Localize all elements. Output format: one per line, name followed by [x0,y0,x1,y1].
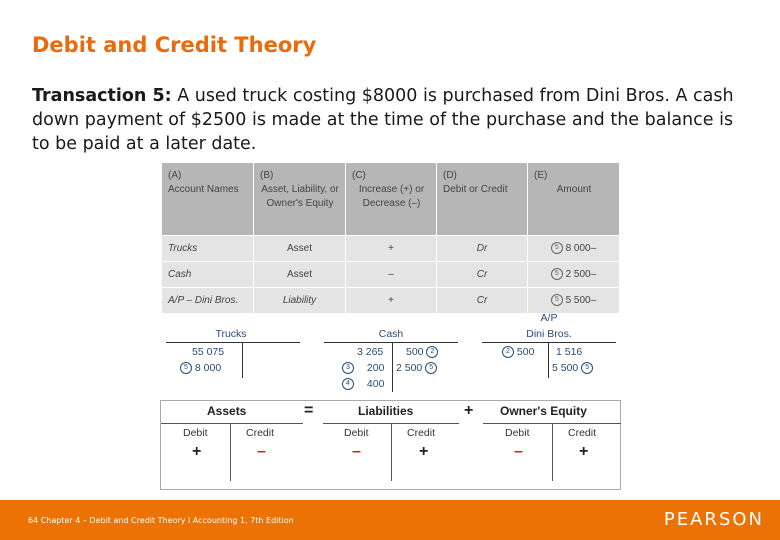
liabilities-credit: Credit [407,427,436,439]
header-c: (C) Increase (+) or Decrease (–) [346,163,437,235]
t-accounts [160,312,622,396]
trucks-debit-1: 55 075 [192,346,225,358]
equity-credit-sign: + [579,443,589,460]
ap-credit-1: 1 516 [556,346,583,358]
cash-debit-1: 3 265 [357,346,384,358]
plus-sign: + [464,402,474,419]
cash-credit-1: 500 2 [406,346,438,358]
equity-debit: Debit [505,427,530,439]
equity-debit-sign: – [514,443,523,460]
accounting-equation [160,400,621,490]
liabilities-debit-sign: – [352,443,361,460]
account-type: Asset [254,236,346,261]
assets-debit: Debit [183,427,208,439]
t-account-cash-divider [392,342,393,392]
header-a: (A) Account Names [162,163,254,235]
equals-sign: = [304,402,314,419]
trucks-debit-2: 5 8 000 [180,362,221,374]
liabilities-divider [391,423,392,481]
liabilities-debit: Debit [344,427,369,439]
account-type: Asset [254,262,346,287]
change-sign: + [346,288,437,313]
t-account-ap-divider [548,342,549,378]
t-account-trucks-title: Trucks [215,328,247,340]
change-sign: + [346,236,437,261]
debit-credit: Cr [437,288,528,313]
assets-rule [161,423,303,424]
cash-debit-3: 4 400 [342,378,384,390]
assets-debit-sign: + [192,443,202,460]
debit-credit: Cr [437,262,528,287]
analysis-table-header [162,163,619,235]
owners-equity-label: Owner's Equity [500,404,587,418]
table-row [162,235,619,261]
assets-credit: Credit [246,427,275,439]
header-e: (E) Amount [534,170,592,195]
slide-title: Debit and Credit Theory [32,33,317,57]
t-account-trucks-rule [166,342,300,343]
account-type: Liability [254,288,346,313]
ap-credit-2: 5 500 5 [552,362,593,374]
t-account-ap-title-1: A/P [540,312,558,324]
pearson-logo: PEARSON [663,509,764,530]
amount: 5 5 500– [528,288,619,313]
header-b: (B) Asset, Liability, or Owner's Equity [254,163,346,235]
footer-text: 64 Chapter 4 – Debit and Credit Theory l Accounting 1, 7th Edition [28,516,294,525]
cash-debit-2: 3 200 [342,362,384,374]
cash-credit-2: 2 500 5 [396,362,437,374]
footer-bar [0,500,780,540]
amount: 5 2 500– [528,262,619,287]
account-name: A/P – Dini Bros. [162,288,254,313]
equity-divider [552,423,553,481]
table-row [162,261,619,287]
t-account-cash-title: Cash [378,328,404,340]
table-row [162,287,619,313]
liabilities-credit-sign: + [419,443,429,460]
account-name: Trucks [162,236,254,261]
t-account-ap-rule [482,342,616,343]
t-account-cash-rule [324,342,458,343]
assets-label: Assets [207,404,247,418]
t-account-trucks-divider [242,342,243,378]
assets-divider [230,423,231,481]
transaction-label: Transaction 5: [32,86,172,106]
account-name: Cash [162,262,254,287]
liabilities-label: Liabilities [358,404,414,418]
ap-debit-1: 2 500 [502,346,534,358]
amount: 5 8 000– [528,236,619,261]
assets-credit-sign: – [257,443,266,460]
header-d: (D) Debit or Credit [437,163,528,235]
change-sign: – [346,262,437,287]
debit-credit: Dr [437,236,528,261]
transaction-description [32,84,752,156]
t-account-ap-title-2: Dini Bros. [526,328,572,340]
analysis-table [162,163,619,313]
equity-credit: Credit [568,427,597,439]
transaction-text: A used truck costing $8000 is purchased from Dini Bros. A cash down payment of $2500 is made at the time of the purchase and the balance is to be paid at a later date. [32,86,734,154]
